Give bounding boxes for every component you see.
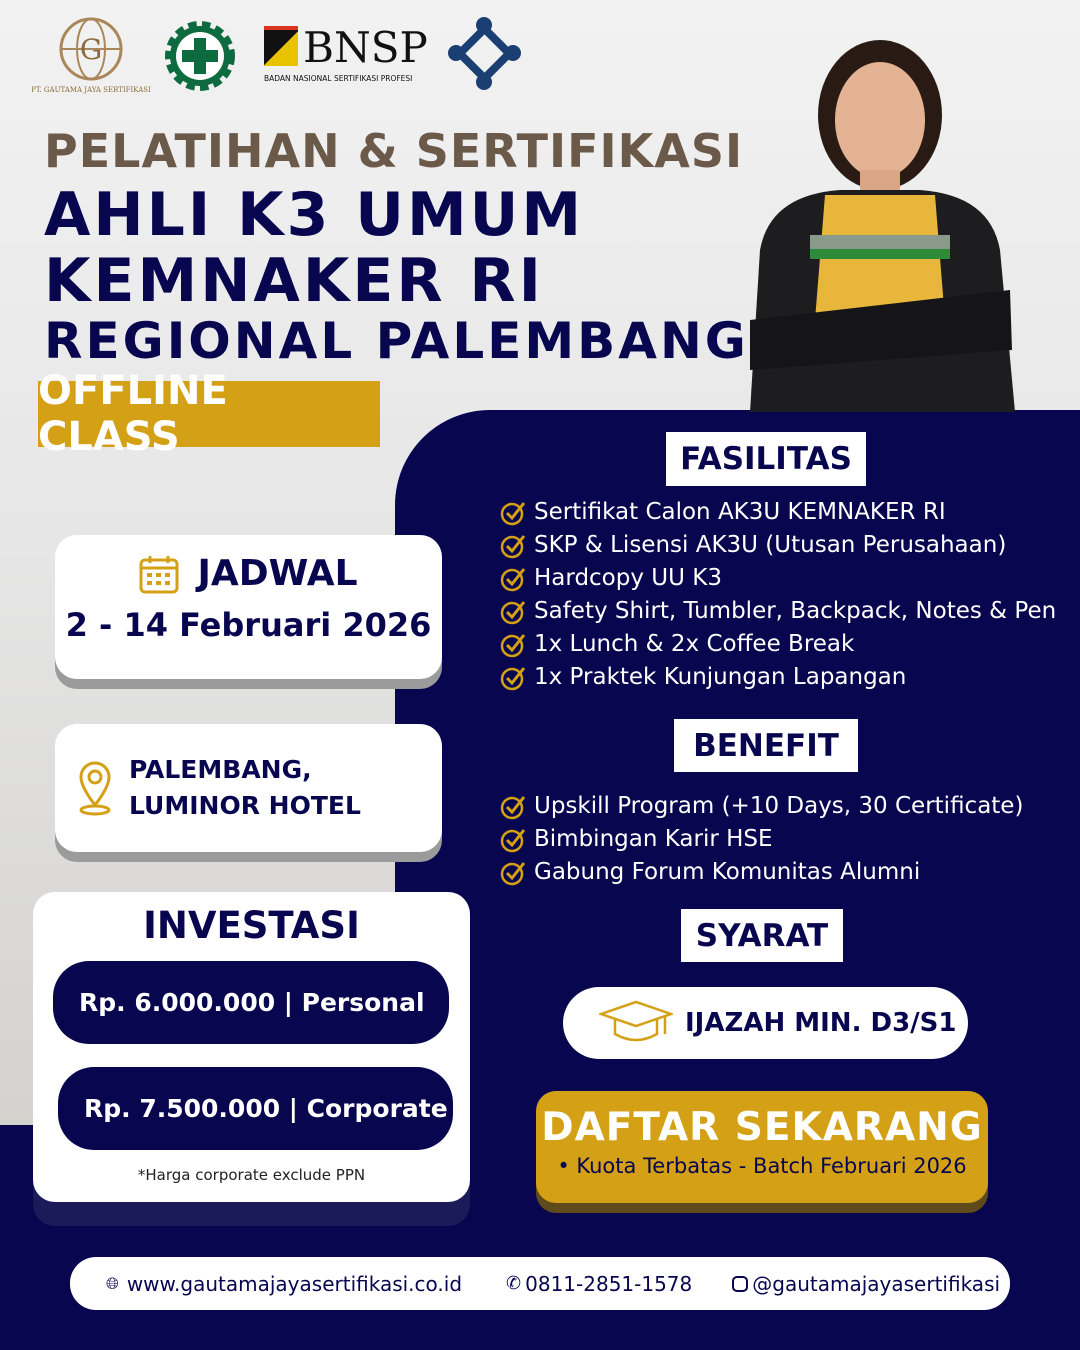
bnsp-logo <box>264 23 428 83</box>
list-item <box>500 661 1056 694</box>
requirement-text: IJAZAH MIN. D3/S1 <box>685 1008 957 1038</box>
check-icon <box>500 794 526 820</box>
bnsp-wordmark: BNSP <box>303 23 428 72</box>
fasilitas-list <box>500 496 1056 694</box>
title-line-2: AHLI K3 UMUM <box>44 180 585 250</box>
investasi-card <box>33 892 470 1202</box>
check-icon <box>500 632 526 658</box>
phone-number[interactable]: 0811-2851-1578 <box>525 1271 693 1296</box>
list-item <box>500 496 1056 529</box>
list-item <box>500 823 1023 856</box>
check-icon <box>500 533 526 559</box>
investasi-title: INVESTASI <box>143 904 360 947</box>
cta-title: DAFTAR SEKARANG <box>541 1105 983 1150</box>
person-photo <box>730 20 1030 412</box>
list-item <box>500 529 1056 562</box>
check-icon <box>500 860 526 886</box>
offline-class-badge: OFFLINE CLASS <box>38 381 380 447</box>
fasilitas-text: Sertifikat Calon AK3U KEMNAKER RI <box>534 499 946 525</box>
location-line-1: PALEMBANG, <box>129 755 312 784</box>
location-card <box>55 724 442 852</box>
title-line-3: KEMNAKER RI <box>44 246 544 316</box>
jadwal-card <box>55 535 442 679</box>
graduation-cap-icon <box>599 1000 673 1046</box>
website-link[interactable]: www.gautamajayasertifikasi.co.id <box>126 1271 463 1296</box>
location-line-2: LUMINOR HOTEL <box>129 791 361 820</box>
svg-text:G: G <box>79 33 103 66</box>
cta-subtitle: Kuota Terbatas - Batch Februari 2026 <box>576 1154 967 1178</box>
fasilitas-text: Safety Shirt, Tumbler, Backpack, Notes & Pen <box>534 598 1057 624</box>
jadwal-label: JADWAL <box>197 553 358 594</box>
daftar-sekarang-button[interactable]: DAFTAR SEKARANG • Kuota Terbatas - Batch Februari 2026 <box>536 1091 988 1203</box>
location-pin-icon <box>77 760 113 816</box>
benefit-text: Bimbingan Karir HSE <box>534 826 773 852</box>
fasilitas-heading: FASILITAS <box>666 432 866 486</box>
price-personal: Rp. 6.000.000 | Personal <box>53 961 449 1044</box>
title-line-4: REGIONAL PALEMBANG <box>44 312 749 370</box>
fasilitas-text: SKP & Lisensi AK3U (Utusan Perusahaan) <box>534 532 1007 558</box>
list-item <box>500 856 1023 889</box>
benefit-heading: BENEFIT <box>674 719 858 772</box>
calendar-icon <box>139 554 179 594</box>
globe-icon: 🌐︎ <box>106 1273 119 1293</box>
instagram-handle[interactable]: @gautamajayasertifikasi <box>752 1271 1001 1296</box>
instagram-icon <box>732 1276 748 1292</box>
check-icon <box>500 566 526 592</box>
check-icon <box>500 500 526 526</box>
title-line-1: PELATIHAN & SERTIFIKASI <box>44 124 744 178</box>
bnsp-subtitle: BADAN NASIONAL SERTIFIKASI PROFESI <box>264 74 413 83</box>
bnsp-mark-icon <box>264 26 298 66</box>
k3-logo-icon <box>163 20 237 92</box>
footer-contact-bar <box>70 1257 1010 1310</box>
list-item <box>500 595 1056 628</box>
list-item <box>500 628 1056 661</box>
check-icon <box>500 665 526 691</box>
gautama-logo <box>30 16 152 94</box>
fasilitas-text: 1x Lunch & 2x Coffee Break <box>534 631 855 657</box>
gautama-logo-text: PT. GAUTAMA JAYA SERTIFIKASI <box>31 86 151 94</box>
benefit-list <box>500 790 1023 889</box>
price-note: *Harga corporate exclude PPN <box>137 1166 366 1184</box>
check-icon <box>500 827 526 853</box>
price-corporate: Rp. 7.500.000 | Corporate <box>58 1067 453 1150</box>
requirement-pill <box>563 987 968 1059</box>
phone-icon: ✆ <box>506 1273 522 1294</box>
check-icon <box>500 599 526 625</box>
list-item <box>500 562 1056 595</box>
kemnaker-logo-icon <box>447 16 522 91</box>
list-item <box>500 790 1023 823</box>
fasilitas-text: Hardcopy UU K3 <box>534 565 722 591</box>
syarat-heading: SYARAT <box>681 909 843 962</box>
fasilitas-text: 1x Praktek Kunjungan Lapangan <box>534 664 907 690</box>
jadwal-date: 2 - 14 Februari 2026 <box>65 606 432 644</box>
benefit-text: Upskill Program (+10 Days, 30 Certificate) <box>534 793 1024 819</box>
benefit-text: Gabung Forum Komunitas Alumni <box>534 859 921 885</box>
gautama-globe-icon <box>58 16 124 82</box>
